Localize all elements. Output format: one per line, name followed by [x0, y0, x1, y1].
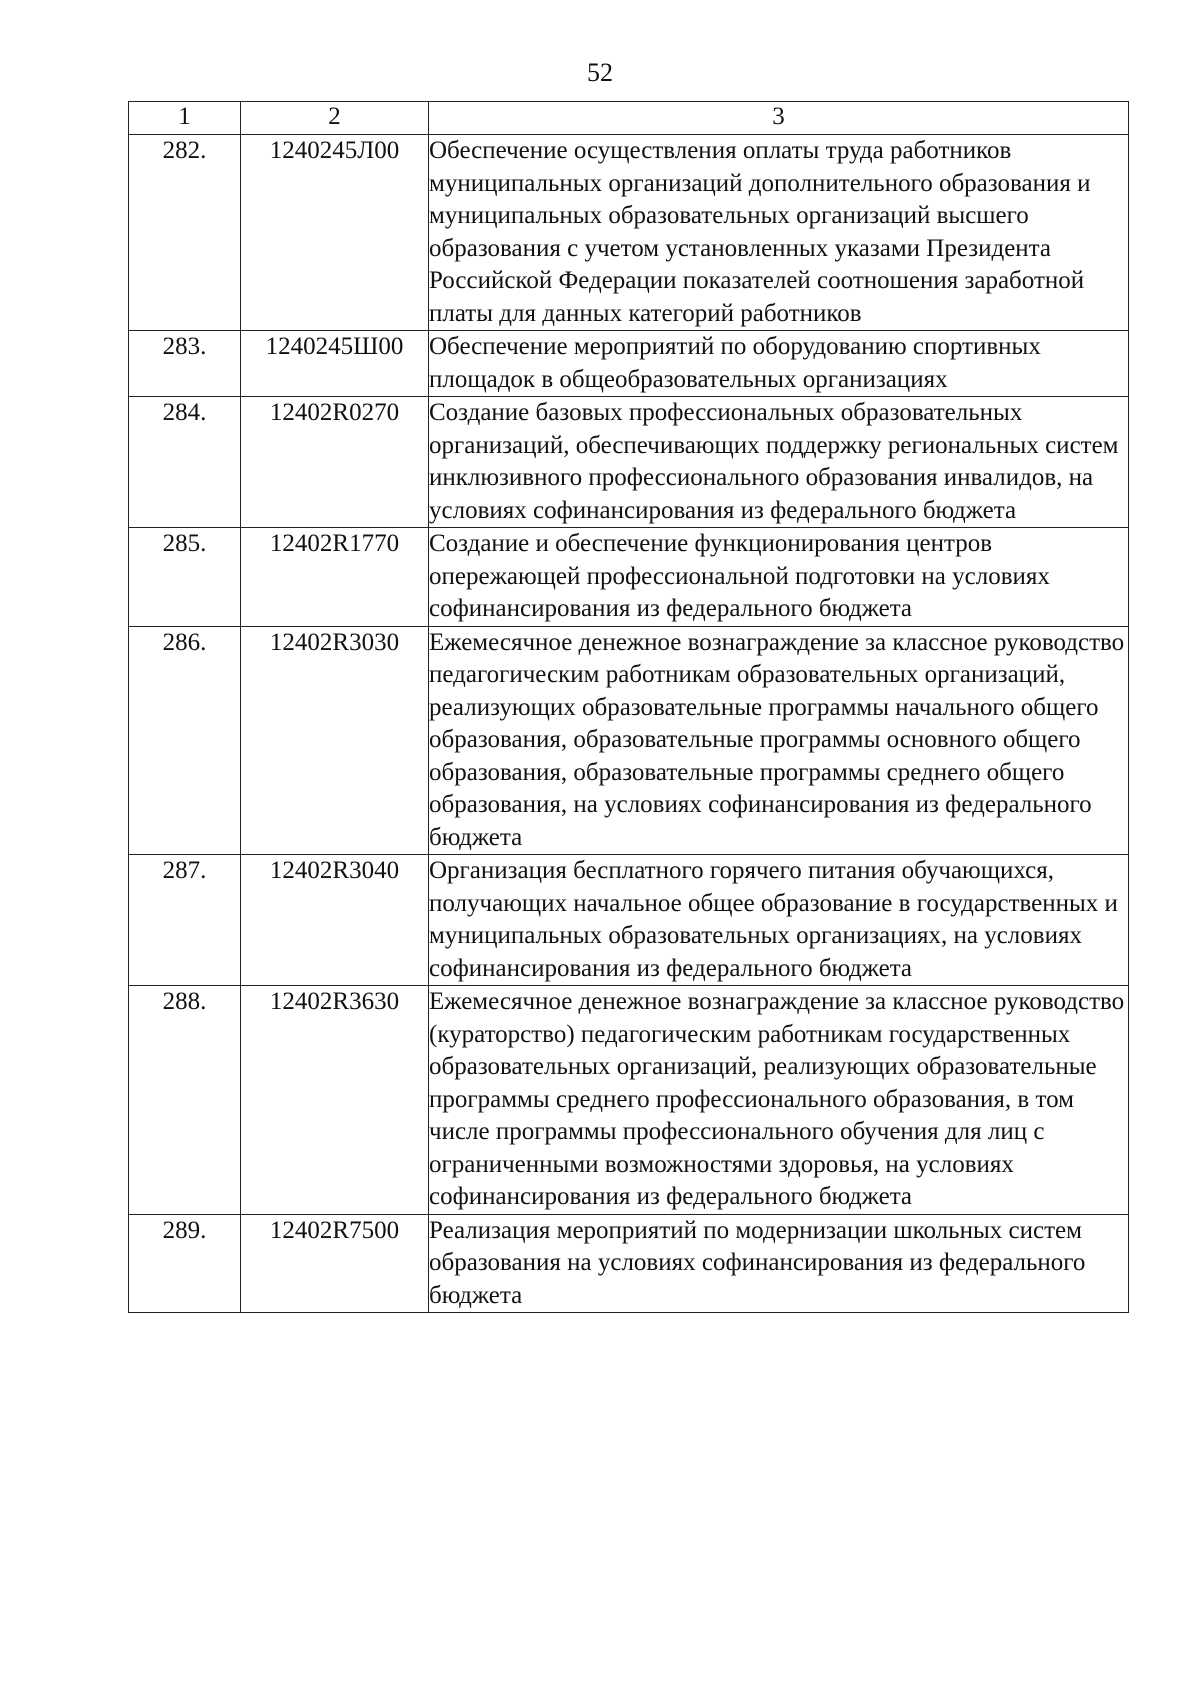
table-row — [129, 1214, 1129, 1313]
row-number: 288. — [129, 986, 241, 1215]
row-description: Обеспечение осуществления оплаты труда работников муниципальных организаций дополнительного образования и муниципальных образовательных организаций высшего образования с учетом установленных указами Президента Российской Федерации показателей соотношения заработной платы для данных категорий работников — [429, 135, 1129, 331]
row-code: 1240245Л00 — [241, 135, 429, 331]
row-description: Создание и обеспечение функционирования центров опережающей профессиональной подготовки на условиях софинансирования из федерального бюджета — [429, 528, 1129, 627]
column-header-2: 2 — [241, 102, 429, 135]
table-row — [129, 855, 1129, 986]
document-table — [128, 101, 1129, 1313]
row-number: 289. — [129, 1214, 241, 1313]
row-code: 12402R0270 — [241, 397, 429, 528]
page-number: 52 — [587, 58, 613, 87]
row-description: Ежемесячное денежное вознаграждение за классное руководство педагогическим работникам образовательных организаций, реализующих образовательные программы начального общего образования, образовательные программы основного общего образования, образовательные программы среднего общего образования, на условиях софинансирования из федерального бюджета — [429, 626, 1129, 855]
table-row — [129, 397, 1129, 528]
row-code: 12402R3630 — [241, 986, 429, 1215]
table-header — [129, 102, 1129, 135]
header-row — [129, 102, 1129, 135]
row-number: 285. — [129, 528, 241, 627]
table-body — [129, 135, 1129, 1313]
row-description: Организация бесплатного горячего питания обучающихся, получающих начальное общее образование в государственных и муниципальных образовательных организациях, на условиях софинансирования из федерального бюджета — [429, 855, 1129, 986]
row-description: Обеспечение мероприятий по оборудованию спортивных площадок в общеобразовательных организациях — [429, 331, 1129, 397]
table-row — [129, 331, 1129, 397]
table-row — [129, 986, 1129, 1215]
row-description: Реализация мероприятий по модернизации школьных систем образования на условиях софинансирования из федерального бюджета — [429, 1214, 1129, 1313]
row-number: 284. — [129, 397, 241, 528]
row-description: Ежемесячное денежное вознаграждение за классное руководство (кураторство) педагогическим работникам государственных образовательных организаций, реализующих образовательные программы среднего профессионального образования, в том числе программы профессионального обучения для лиц с ограниченными возможностями здоровья, на условиях софинансирования из федерального бюджета — [429, 986, 1129, 1215]
row-code: 12402R3030 — [241, 626, 429, 855]
row-code: 1240245Ш00 — [241, 331, 429, 397]
table-row — [129, 135, 1129, 331]
row-number: 283. — [129, 331, 241, 397]
row-code: 12402R1770 — [241, 528, 429, 627]
table-row — [129, 528, 1129, 627]
row-number: 286. — [129, 626, 241, 855]
row-number: 282. — [129, 135, 241, 331]
table-row — [129, 626, 1129, 855]
row-code: 12402R7500 — [241, 1214, 429, 1313]
column-header-3: 3 — [429, 102, 1129, 135]
row-code: 12402R3040 — [241, 855, 429, 986]
column-header-1: 1 — [129, 102, 241, 135]
row-description: Создание базовых профессиональных образовательных организаций, обеспечивающих поддержку региональных систем инклюзивного профессионального образования инвалидов, на условиях софинансирования из федерального бюджета — [429, 397, 1129, 528]
row-number: 287. — [129, 855, 241, 986]
